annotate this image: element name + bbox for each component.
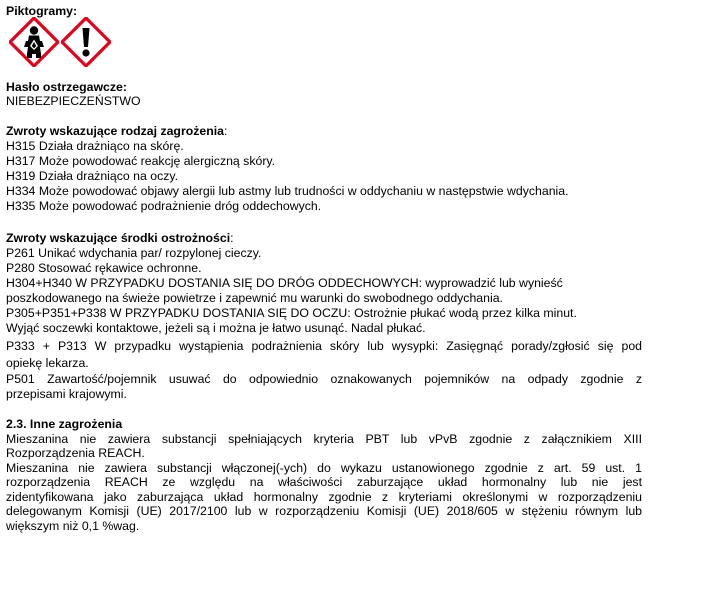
ghs08-health-hazard-icon xyxy=(9,17,59,67)
precautionary-statement: opiekę lekarza. xyxy=(6,356,89,370)
precautionary-statement: P280 Stosować rękawice ochronne. xyxy=(6,261,202,275)
precautionary-statement: P333 + P313 W przypadku wystąpienia podrażnienia skóry lub wysypki: Zasięgnąć porady/zgłosić się pod xyxy=(6,339,642,353)
precautionary-statement: przepisami krajowymi. xyxy=(6,387,127,401)
hazard-statement: H315 Działa drażniąco na skórę. xyxy=(6,139,184,153)
precautionary-statement: P261 Unikać wdychania par/ rozpylonej cieczy. xyxy=(6,246,262,260)
other-hazards-text: rozporządzenia REACH ze względu na właściwości zaburzające układ hormonalny lub nie jest xyxy=(6,475,642,489)
other-hazards-text: delegowanym Komisji (UE) 2017/2100 lub w rozporządzeniu Komisji (UE) 2018/605 w stężeniu równym lub xyxy=(6,504,642,518)
other-hazards-text: większym niż 0,1 %wag. xyxy=(6,519,140,533)
precautionary-statement: poszkodowanego na świeże powietrze i zapewnić mu warunki do swobodnego oddychania. xyxy=(6,291,503,305)
other-hazards-text: Mieszanina nie zawiera substancji włączonej(-ych) do wykazu ustanowionego zgodnie z art. 59 ust. 1 xyxy=(6,461,642,475)
other-hazards-text: Mieszanina nie zawiera substancji spełniających kryteria PBT lub vPvB zgodnie z załącznikiem XIII xyxy=(6,432,642,446)
ghs07-exclamation-mark-icon xyxy=(61,17,111,67)
other-hazards-heading: 2.3. Inne zagrożenia xyxy=(6,417,123,431)
precautionary-statement: Wyjąć soczewki kontaktowe, jeżeli są i można je łatwo usunąć. Nadal płukać. xyxy=(6,321,426,335)
signal-word-heading: Hasło ostrzegawcze: xyxy=(6,80,127,94)
signal-word-value: NIEBEZPIECZEŃSTWO xyxy=(6,94,141,108)
other-hazards-text: Rozporządzenia REACH. xyxy=(6,446,145,460)
precautionary-statement: P501 Zawartość/pojemnik usuwać do odpowiednio oznakowanych pojemników na odpady zgodnie z xyxy=(6,372,642,386)
hazard-statement: H319 Działa drażniąco na oczy. xyxy=(6,169,179,183)
hazard-statement: H334 Może powodować objawy alergii lub astmy lub trudności w oddychaniu w następstwie wdychania. xyxy=(6,184,569,198)
precautionary-statement: H304+H340 W PRZYPADKU DOSTANIA SIĘ DO DRÓG ODDECHOWYCH: wyprowadzić lub wynieść xyxy=(6,276,563,290)
pictograms-heading: Piktogramy: xyxy=(6,4,78,18)
precautionary-statements-heading: Zwroty wskazujące środki ostrożności: xyxy=(6,231,234,245)
other-hazards-text: zidentyfikowana jako zaburzająca układ hormonalny zgodnie z kryteriami określonymi w rozporządzeniu xyxy=(6,490,642,504)
hazard-statements-heading: Zwroty wskazujące rodzaj zagrożenia: xyxy=(6,124,228,138)
hazard-statement: H335 Może powodować podrażnienie dróg oddechowych. xyxy=(6,199,322,213)
precautionary-statement: P305+P351+P338 W PRZYPADKU DOSTANIA SIĘ DO OCZU: Ostrożnie płukać wodą przez kilka minut. xyxy=(6,306,577,320)
hazard-statement: H317 Może powodować reakcję alergiczną skóry. xyxy=(6,154,276,168)
